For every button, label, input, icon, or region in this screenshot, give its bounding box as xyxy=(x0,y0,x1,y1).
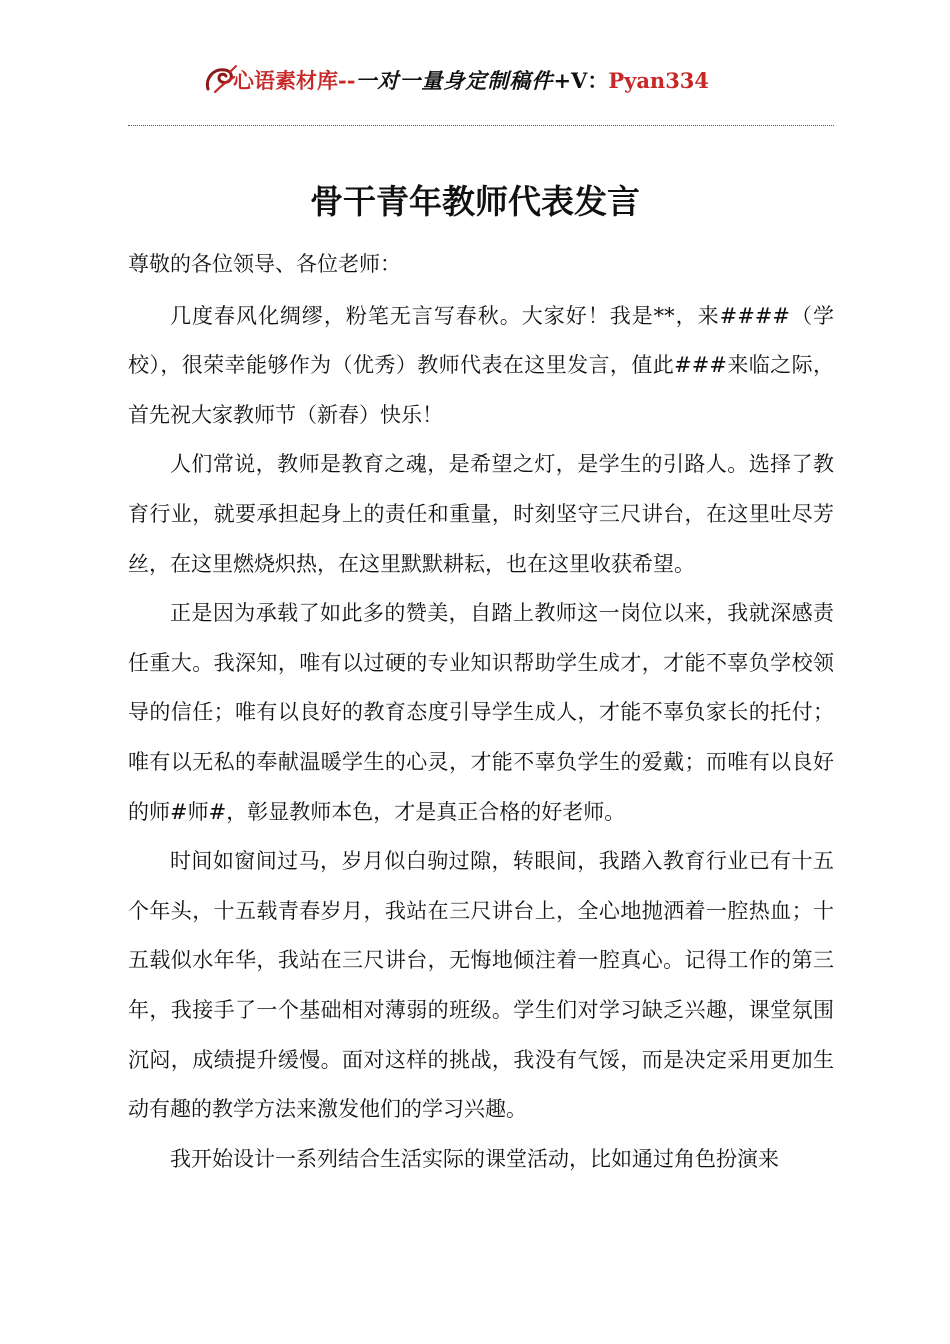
brand-separator: -- xyxy=(338,68,356,93)
body-paragraph: 人们常说，教师是教育之魂，是希望之灯，是学生的引路人。选择了教育行业，就要承担起身上的责任和重量，时刻坚守三尺讲台，在这里吐尽芳丝，在这里燃烧炽热，在这里默默耕耘，也在这里收获希望。 xyxy=(128,452,834,576)
contact-prefix: +V： xyxy=(553,68,609,93)
salutation: 尊敬的各位领导、各位老师： xyxy=(128,252,401,276)
document-body xyxy=(128,240,834,1184)
header-divider xyxy=(128,125,834,126)
brand-name: 心语素材库 xyxy=(233,68,338,93)
page-header xyxy=(0,58,950,108)
header-slogan: 一对一量身定制稿件 xyxy=(355,68,554,93)
body-paragraph: 几度春风化绸缪，粉笔无言写春秋。大家好！我是**，来####（学校），很荣幸能够作为（优秀）教师代表在这里发言，值此###来临之际，首先祝大家教师节（新春）快乐！ xyxy=(128,303,834,427)
body-paragraph: 我开始设计一系列结合生活实际的课堂活动，比如通过角色扮演来 xyxy=(170,1146,779,1171)
header-banner xyxy=(233,66,709,96)
document-title: 骨干青年教师代表发言 xyxy=(310,182,640,221)
quill-swirl-logo xyxy=(203,62,237,96)
body-paragraph: 时间如窗间过马，岁月似白驹过隙，转眼间，我踏入教育行业已有十五个年头，十五载青春岁月，我站在三尺讲台上，全心地抛洒着一腔热血；十五载似水年华，我站在三尺讲台，无悔地倾注着一腔真心。记得工作的第三年，我接手了一个基础相对薄弱的班级。学生们对学习缺乏兴趣，课堂氛围沉闷，成绩提升缓慢。面对这样的挑战，我没有气馁，而是决定采用更加生动有趣的教学方法来激发他们的学习兴趣。 xyxy=(128,849,834,1122)
wechat-id: Pyan334 xyxy=(608,68,710,93)
body-paragraph: 正是因为承载了如此多的赞美，自踏上教师这一岗位以来，我就深感责任重大。我深知，唯有以过硬的专业知识帮助学生成才，才能不辜负学校领导的信任；唯有以良好的教育态度引导学生成人，才能不辜负家长的托付；唯有以无私的奉献温暖学生的心灵，才能不辜负学生的爱戴；而唯有以良好的师#师#，彰显教师本色，才是真正合格的好老师。 xyxy=(128,601,834,824)
